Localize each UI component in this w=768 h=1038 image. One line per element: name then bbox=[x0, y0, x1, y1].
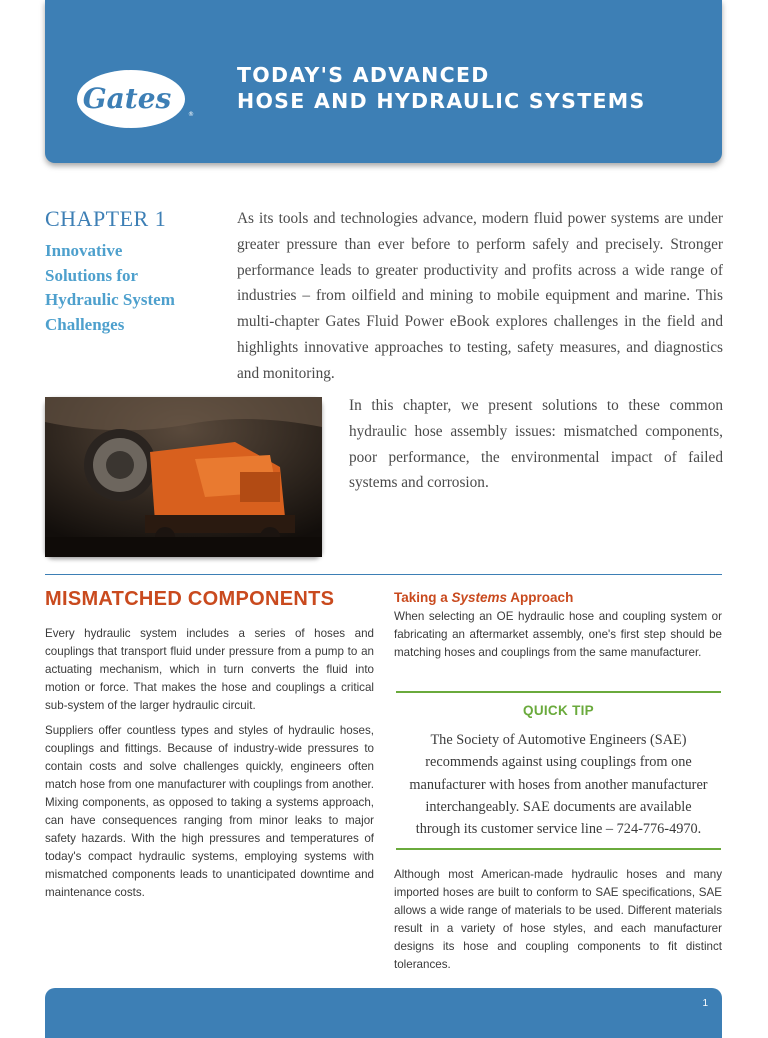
section-body bbox=[45, 625, 374, 902]
svg-text:®: ® bbox=[188, 111, 194, 118]
section-title: MISMATCHED COMPONENTS bbox=[45, 588, 335, 610]
quick-tip-line: through its customer service line – 724-776-4970. bbox=[415, 821, 702, 838]
quick-tip-body bbox=[396, 729, 721, 840]
intro-paragraph-2: In this chapter, we present solutions to these common hydraulic hose assembly issues: mismatched components, poor performance, the environmental impact of failed systems and corrosion. bbox=[349, 397, 723, 492]
quick-tip-top-rule bbox=[396, 691, 721, 693]
sidebar-paragraph: When selecting an OE hydraulic hose and coupling system or fabricating an aftermarket assembly, one's first step should be matching hoses and couplings from the same manufacturer. bbox=[394, 610, 722, 659]
chapter-subtitle-line: Solutions for bbox=[45, 265, 139, 285]
quick-tip-bottom-rule bbox=[396, 848, 721, 850]
header-title-line: TODAY'S ADVANCED bbox=[237, 63, 490, 87]
sidebar-paragraph-2: Although most American-made hydraulic hoses and many imported hoses are built to conform to SAE specifications, SAE allows a wide range of materials to be used. Different materials result in a variety of hose styles, and each manufacturer designs its hose and coupling components to fit distinct tolerances. bbox=[394, 868, 722, 971]
body-paragraph: Suppliers offer countless types and styles of hydraulic hoses, couplings and fittings. Because of industry-wide pressures to contain costs and solve challenges quickly, engineers often match hose from one manufacturer with couplings from another. Mixing components, as opposed to taking a systems approach, can have consequences ranging from minor leaks to major safety hazards. With the high pressures and temperatures of today's compact hydraulic systems, employing systems with mismatched components leads to unanticipated downtime and maintenance costs. bbox=[45, 724, 374, 899]
subhead-text: Approach bbox=[507, 590, 574, 605]
subhead-text: Taking a bbox=[394, 590, 452, 605]
chapter-subtitle bbox=[45, 239, 215, 337]
subhead-emphasis: Systems bbox=[451, 590, 508, 605]
header-title-line: HOSE AND HYDRAULIC SYSTEMS bbox=[237, 89, 646, 113]
chapter-subtitle-line: Innovative bbox=[45, 241, 123, 260]
quick-tip-line: interchangeably. SAE documents are available bbox=[425, 798, 692, 815]
quick-tip-title: QUICK TIP bbox=[523, 703, 594, 718]
mining-machine-photo bbox=[45, 397, 322, 557]
chapter-label: CHAPTER 1 bbox=[45, 206, 167, 231]
chapter-subtitle-line: Hydraulic System bbox=[45, 290, 175, 309]
quick-tip-line: The Society of Automotive Engineers (SAE) bbox=[430, 732, 687, 748]
page-header bbox=[45, 0, 722, 163]
page-footer bbox=[45, 988, 722, 1038]
header-title bbox=[237, 62, 646, 114]
intro-paragraph: As its tools and technologies advance, modern fluid power systems are under greater pressure than ever before to perform safely and precisely. Stronger performance leads to greater productivity and profits across a wide range of industries – from oilfield and mining to mobile equipment and marine. This multi-chapter Gates Fluid Power eBook explores challenges in the field and highlights innovative approaches to testing, safety measures, and diagnostics and monitoring. bbox=[237, 210, 723, 382]
section-divider bbox=[45, 574, 722, 575]
quick-tip-line: recommends against using couplings from one bbox=[425, 754, 692, 771]
logo-text: Gates bbox=[82, 82, 172, 115]
body-paragraph: Every hydraulic system includes a series of hoses and couplings that transport fluid under pressure from a pump to an actuating mechanism, which in turn converts the fluid into motion or force. That makes the hose and couplings a critical sub-system of the larger hydraulic circuit. bbox=[45, 627, 374, 712]
gates-logo bbox=[75, 68, 194, 130]
chapter-subtitle-line: Challenges bbox=[45, 314, 125, 334]
quick-tip-line: manufacturer with hoses from another manufacturer bbox=[409, 776, 708, 793]
sidebar-subhead bbox=[394, 590, 573, 605]
page-number: 1 bbox=[702, 998, 708, 1009]
